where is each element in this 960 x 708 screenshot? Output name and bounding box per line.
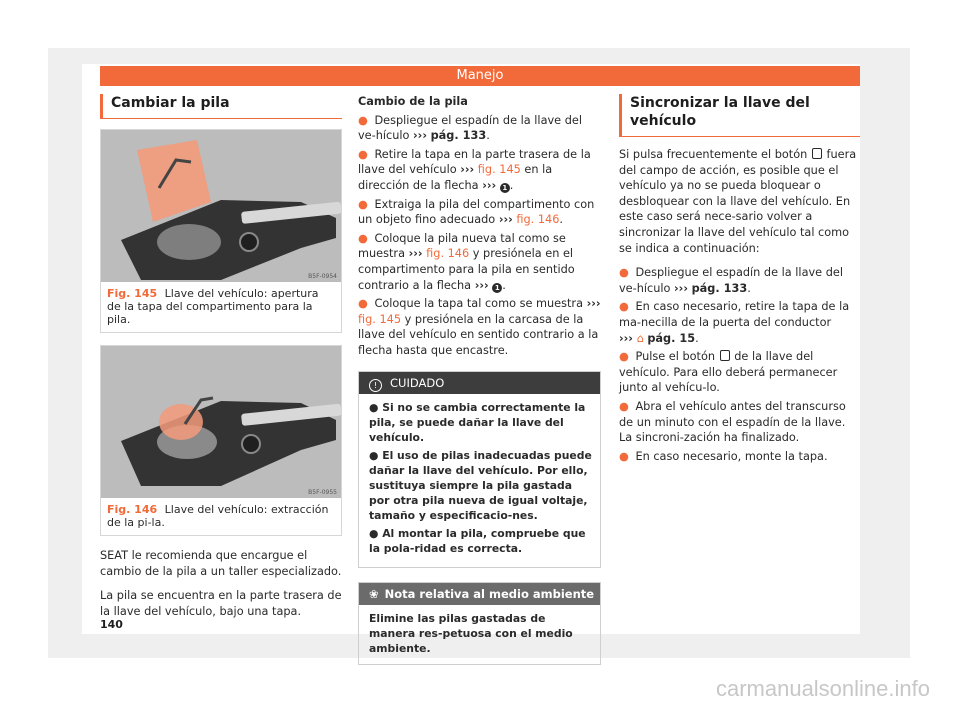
chapter-header: Manejo <box>100 66 860 86</box>
figure-caption-text: Llave del vehículo: extracción de la pi-la. <box>107 503 329 529</box>
figure-reference-link[interactable]: fig. 146 <box>426 247 470 261</box>
page-reference-link[interactable]: pág. 133 <box>430 129 487 143</box>
bullet-icon: ● <box>369 400 383 414</box>
cross-reference-arrow-icon: ››› <box>460 163 475 177</box>
paragraph-battery-location: La pila se encuentra en la parte trasera de la llave del vehículo, bajo una tapa. <box>100 589 342 618</box>
section-title-sincronizar: Sincronizar la llave del vehículo <box>619 94 860 137</box>
battery-removal-photo <box>101 346 341 498</box>
list-item-text: Retire la tapa en la parte trasera de la llave del vehículo <box>358 147 591 177</box>
list-item-text: Coloque la pila nueva tal como se muestra <box>358 231 566 261</box>
key-cover-illustration <box>101 130 341 282</box>
cross-reference-arrow-icon: ››› <box>586 297 601 311</box>
cross-reference-arrow-icon: ››› <box>498 213 513 227</box>
figure-145 <box>100 129 342 333</box>
bullet-icon: ● <box>358 197 368 211</box>
figure-label: Fig. 146 <box>107 503 158 516</box>
caution-item <box>369 400 592 445</box>
figure-code: B5F-0954 <box>308 273 337 280</box>
caution-item-text: El uso de pilas inadecuadas puede dañar la llave del vehículo. Por ello, sustituya siempre la pila gastada por otra pila nueva de igual voltaje, tamaño y especificacio-nes. <box>369 448 592 522</box>
list-item-text: y presiónela en la carcasa de la llave del vehículo en sentido contrario a la flecha hasta que encastre. <box>358 312 599 357</box>
list-item <box>358 296 601 358</box>
caution-item <box>369 526 592 556</box>
section-title-cambiar-pila: Cambiar la pila <box>100 94 342 119</box>
list-item-text: Pulse el botón <box>635 350 716 364</box>
environment-note-text: Elimine las pilas gastadas de manera res-petuosa con el medio ambiente. <box>369 611 573 655</box>
figure-caption-text: Llave del vehículo: apertura de la tapa del compartimento para la pila. <box>107 287 319 326</box>
bullet-icon: ● <box>369 526 383 540</box>
intro-text: fuera del campo de acción, es posible que el vehículo ya no se pueda bloquear o desbloquear con la llave del vehículo. En este caso será nece-sario volver a sincronizar la llave del vehículo tal como se indica a continuación: <box>619 148 857 255</box>
paragraph-recommendation: SEAT le recomienda que encargue el cambio de la pila a un taller especializado. <box>100 549 342 578</box>
middle-column <box>358 94 601 665</box>
bullet-icon: ● <box>619 300 629 314</box>
bullet-icon: ● <box>358 147 368 161</box>
cross-reference-arrow-icon: ››› <box>619 331 633 345</box>
cross-reference-arrow-icon: ››› <box>474 278 489 292</box>
list-item-text: Abra el vehículo antes del transcurso de un minuto con el espadín de la llave. La sincroni-zación ha finalizado. <box>619 399 846 445</box>
cross-reference-arrow-icon: ››› <box>413 129 427 143</box>
caution-item-text: Al montar la pila, compruebe que la pola-ridad es correcta. <box>369 526 586 555</box>
caution-box <box>358 371 601 568</box>
environment-note-header <box>359 583 600 605</box>
list-item <box>619 399 860 446</box>
page-reference-link[interactable]: pág. 15 <box>647 331 696 345</box>
unlock-button-icon <box>812 148 822 159</box>
bullet-icon: ● <box>358 231 368 245</box>
list-item-text: Coloque la tapa tal como se muestra <box>374 297 583 311</box>
figure-caption <box>101 282 341 332</box>
bullet-icon: ● <box>619 399 629 413</box>
bullet-icon: ● <box>619 449 629 463</box>
key-cover-photo <box>101 130 341 282</box>
list-item <box>619 449 860 465</box>
list-item <box>619 349 860 396</box>
intro-paragraph <box>619 147 860 256</box>
info-circle-icon: ! <box>369 379 382 392</box>
caution-header <box>359 372 600 394</box>
intro-text: Si pulsa frecuentemente el botón <box>619 148 808 161</box>
unlock-button-icon <box>720 350 730 361</box>
environment-note-title: Nota relativa al medio ambiente <box>384 586 595 601</box>
list-item-text: y presiónela en el compartimento para la pila en sentido contrario a la flecha <box>358 247 575 292</box>
bullet-icon: ● <box>358 113 368 127</box>
list-item: ● Extraiga la pila del compartimento con un objeto fino adecuado ››› fig. 146. <box>358 197 595 227</box>
battery-removal-illustration <box>101 346 341 498</box>
list-item-text: en la dirección de la flecha <box>358 163 553 192</box>
cross-reference-arrow-icon: ››› <box>674 281 688 295</box>
list-item: ● Retire la tapa en la parte trasera de la llave del vehículo ››› fig. 145 en la dirección de la flecha ››› 1 . <box>358 147 591 192</box>
list-item-text: En caso necesario, retire la tapa de la ma-necilla de la puerta del conductor <box>619 300 850 329</box>
watermark-logo: carmanualsonline.info <box>715 676 930 701</box>
bullet-icon: ● <box>369 448 383 462</box>
caution-title: CUIDADO <box>390 375 445 390</box>
figure-reference-link[interactable]: fig. 145 <box>477 163 521 177</box>
figure-code: B5F-0955 <box>308 489 337 496</box>
bullet-icon: ● <box>619 266 629 280</box>
list-item-text: Despliegue el espadín de la llave del ve-hículo <box>619 266 843 295</box>
bullet-icon: ● <box>358 297 368 311</box>
environment-note-box <box>358 582 601 665</box>
list-item-text: En caso necesario, monte la tapa. <box>635 449 828 463</box>
list-item-text: Extraiga la pila del compartimento con un objeto fino adecuado <box>358 197 595 227</box>
caution-item-text: Si no se cambia correctamente la pila, se puede dañar la llave del vehículo. <box>369 400 586 444</box>
cross-reference-arrow-icon: ››› <box>482 178 497 192</box>
right-column <box>619 94 860 467</box>
cross-reference-arrow-icon: ››› <box>408 247 423 261</box>
list-item: ● Despliegue el espadín de la llave del ve-hículo ››› pág. 133. <box>619 266 843 295</box>
figure-label: Fig. 145 <box>107 287 158 300</box>
list-item-text: de la llave del vehículo. Para ello deberá permanecer junto al vehícu-lo. <box>619 350 838 395</box>
figure-reference-link[interactable]: fig. 145 <box>358 312 402 326</box>
caution-item <box>369 448 592 523</box>
bullet-icon: ● <box>619 350 629 364</box>
caution-body <box>359 394 600 567</box>
list-item: ● Despliegue el espadín de la llave del ve-hículo ››› pág. 133. <box>358 113 582 143</box>
page-number: 140 <box>100 618 123 631</box>
callout-number-icon: 1 <box>500 183 510 193</box>
door-handle-icon: ⌂ <box>636 331 644 345</box>
flower-icon: ❀ <box>369 586 379 601</box>
list-item-text: Despliegue el espadín de la llave del ve-hículo <box>358 113 582 143</box>
list-item: ● En caso necesario, retire la tapa de la ma-necilla de la puerta del conductor ››› ⌂ pág. 15. <box>619 300 850 345</box>
callout-number-icon: 1 <box>492 283 502 293</box>
figure-reference-link[interactable]: fig. 146 <box>516 213 560 227</box>
list-item: ● Coloque la pila nueva tal como se muestra ››› fig. 146 y presiónela en el compartimento para la pila en sentido contrario a la flecha ››› 1 . <box>358 231 575 292</box>
left-column <box>100 94 342 619</box>
page-reference-link[interactable]: pág. 133 <box>691 281 748 295</box>
figure-146 <box>100 345 342 536</box>
subtitle-cambio-pila: Cambio de la pila <box>358 95 468 108</box>
figure-caption <box>101 498 341 535</box>
